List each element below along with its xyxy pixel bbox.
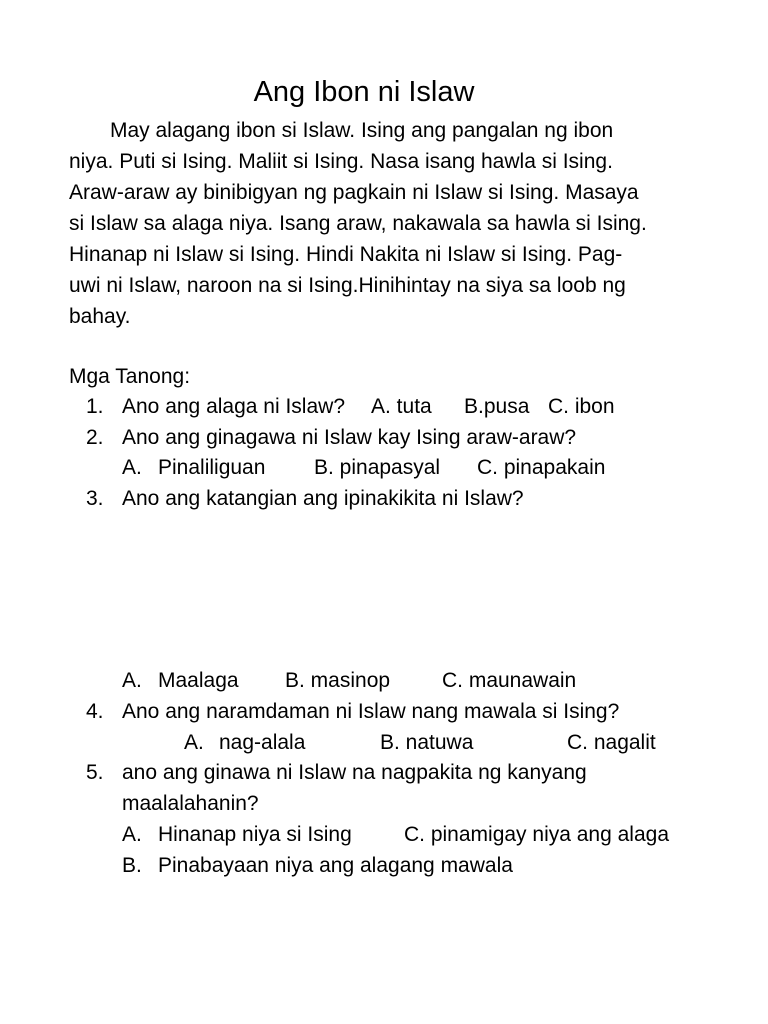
question-number: 4.	[86, 700, 104, 723]
choice-b: Pinabayaan niya ang alagang mawala	[158, 854, 513, 877]
choice-b: B. masinop	[285, 669, 391, 692]
question-text: Ano ang katangian ang ipinakikita ni Islaw?	[122, 487, 524, 510]
choice-c: C. nagalit	[567, 731, 656, 754]
question-number: 5.	[86, 761, 104, 784]
story-line: Hinanap ni Islaw si Ising. Hindi Nakita ni Islaw si Ising. Pag-	[69, 243, 623, 266]
choice-c: C. pinapakain	[477, 456, 606, 479]
choice-letter-a: A.	[122, 669, 142, 692]
page-title: Ang Ibon ni Islaw	[253, 76, 475, 108]
choice-letter-a: A.	[184, 731, 204, 754]
choice-a: nag-alala	[219, 731, 306, 754]
choice-c: C. maunawain	[442, 669, 577, 692]
story-line: May alagang ibon si Islaw. Ising ang pangalan ng ibon	[110, 119, 614, 142]
question-text: Ano ang naramdaman ni Islaw nang mawala si Ising?	[122, 700, 620, 723]
choice-a: A. tuta	[371, 395, 432, 418]
story-line: Araw-araw ay binibigyan ng pagkain ni Islaw si Ising. Masaya	[69, 181, 639, 204]
question-text: Ano ang alaga ni Islaw?	[122, 395, 345, 418]
choice-b: B. pinapasyal	[314, 456, 441, 479]
choice-letter-a: A.	[122, 823, 142, 846]
choice-b: B.pusa	[464, 395, 530, 418]
choice-c: C. ibon	[548, 395, 615, 418]
choice-a: Hinanap niya si Ising	[158, 823, 352, 846]
question-number: 3.	[86, 487, 104, 510]
choice-a: Maalaga	[158, 669, 239, 692]
questions-header: Mga Tanong:	[69, 365, 191, 388]
story-line: uwi ni Islaw, naroon na si Ising.Hinihintay na siya sa loob ng	[69, 274, 626, 297]
story-paragraph	[69, 115, 719, 332]
choice-letter-a: A.	[122, 456, 142, 479]
story-line: si Islaw sa alaga niya. Isang araw, nakawala sa hawla si Ising.	[69, 212, 647, 235]
choice-b: B. natuwa	[380, 731, 474, 754]
question-text-line1: ano ang ginawa ni Islaw na nagpakita ng kanyang	[122, 761, 587, 784]
question-text: Ano ang ginagawa ni Islaw kay Ising araw-araw?	[122, 426, 577, 449]
story-line: niya. Puti si Ising. Maliit si Ising. Nasa isang hawla si Ising.	[69, 150, 613, 173]
story-line: bahay.	[69, 305, 131, 328]
question-text-line2: maalalahanin?	[122, 792, 259, 815]
choice-a: Pinaliliguan	[158, 456, 266, 479]
question-number: 2.	[86, 426, 104, 449]
choice-letter-b: B.	[122, 854, 142, 877]
choice-c: C. pinamigay niya ang alaga	[404, 823, 670, 846]
question-number: 1.	[86, 395, 104, 418]
